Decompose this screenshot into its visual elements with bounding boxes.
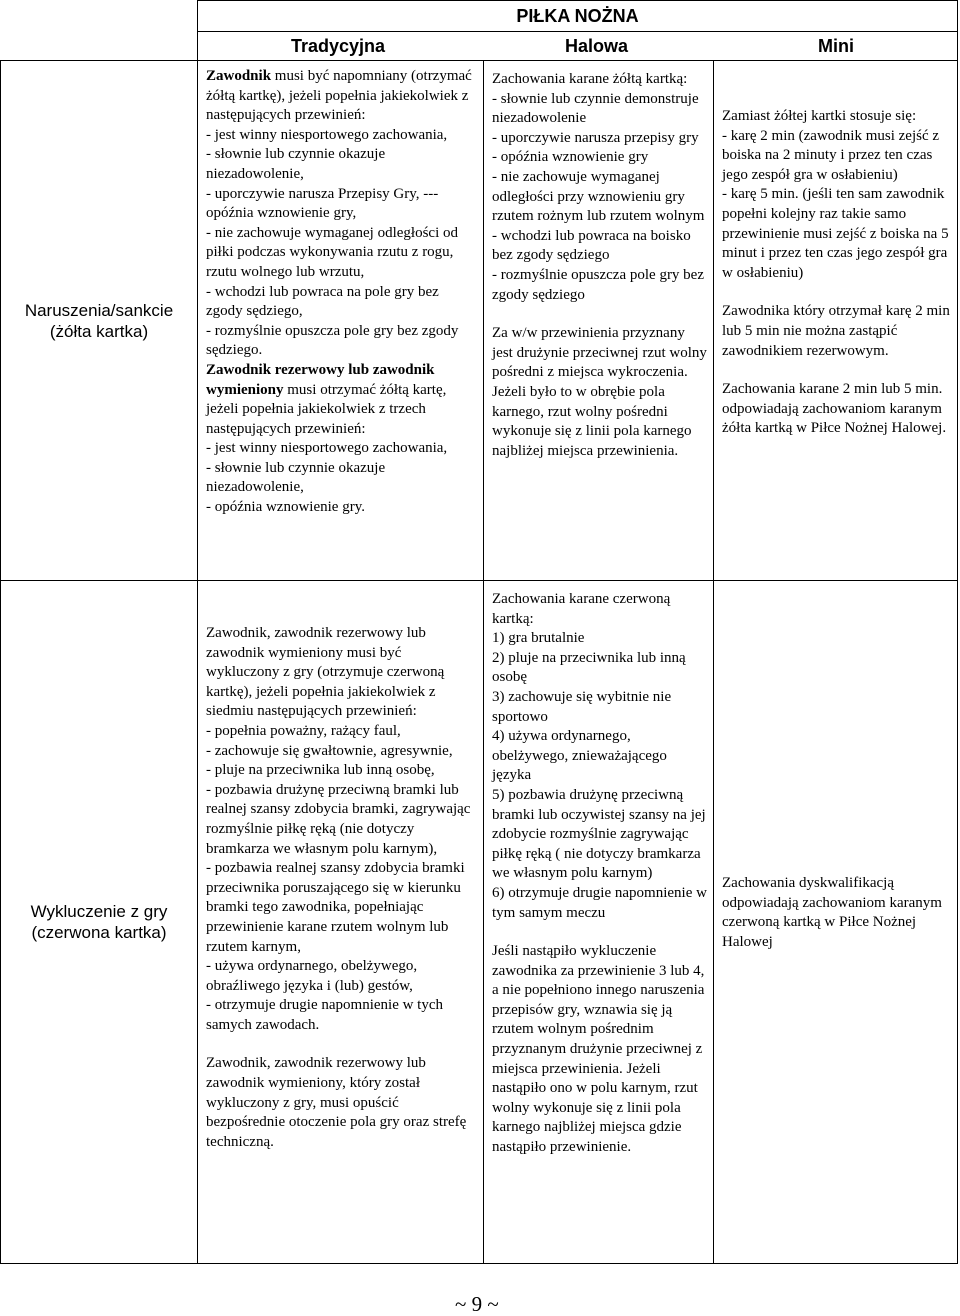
- paragraph: [206, 67, 477, 126]
- text: musi otrzymać żółtą kartę, jeżeli popełnia jakiekolwiek z trzech następujących przewinień:: [206, 381, 447, 437]
- list-item: - wchodzi lub powraca na pole gry bez zgody sędziego,: [206, 283, 439, 320]
- list-item: - rozmyślnie opuszcza pole gry bez zgody sędziego: [492, 266, 704, 303]
- paragraph: Za w/w przewinienia przyznany jest drużynie przeciwnej rzut wolny pośredni z miejsca wykroczenia. Jeżeli było to w obrębie pola karnego, rzut wolny pośredni wykonuje się z linii pola karnego najbliżej miejsca przewinienia.: [492, 325, 707, 459]
- corner-cell: [1, 1, 198, 61]
- list-item: - zachowuje się gwałtownie, agresywnie,: [206, 742, 453, 759]
- row-yellow-card: [1, 61, 958, 581]
- cell-mini-yellow: [714, 61, 958, 581]
- spacer: [206, 1035, 477, 1054]
- cell-halowa-yellow: [484, 61, 714, 581]
- spacer: [492, 923, 707, 942]
- row-red-card: [1, 581, 958, 1264]
- list-item: - karę 5 min. (jeśli ten sam zawodnik popełni kolejny raz takie samo przewinienie musi zejść z boiska na 5 minut i przez ten czas jego zespół gra w osłabieniu): [722, 186, 949, 281]
- list-item: - nie zachowuje wymaganej odległości przy wznowieniu gry rzutem rożnym lub rzutem wolnym: [492, 168, 705, 225]
- column-header-halowa: Halowa: [565, 36, 629, 56]
- cell-tradycyjna-yellow: [198, 61, 484, 581]
- row-label-line: Naruszenia/sankcie: [24, 300, 174, 320]
- column-headers: [198, 32, 958, 61]
- list-item: - opóźnia wznowienie gry: [492, 149, 649, 166]
- cell-halowa-red: [484, 581, 714, 1264]
- list-item: 3) zachowuje się wybitnie nie sportowo: [492, 688, 672, 725]
- paragraph: Zamiast żółtej kartki stosuje się:: [722, 108, 917, 124]
- cell-tradycyjna-red: [198, 581, 484, 1264]
- column-header-mini: Mini: [818, 36, 854, 56]
- paragraph: Zawodnik, zawodnik rezerwowy lub zawodnik wymieniony musi być wykluczony z gry (otrzymuje czerwoną kartkę), jeżeli popełnia jakiekolwiek z siedmiu następujących przewinień:: [206, 625, 445, 720]
- text: musi być napomniany (otrzymać żółtą kartkę), jeżeli popełnia jakiekolwiek z następujących przewinień:: [206, 68, 472, 124]
- list-item: - popełnia poważny, rażący faul,: [206, 722, 401, 739]
- list-item: - używa ordynarnego, obelżywego, obraźliwego języka i (lub) gestów,: [206, 958, 418, 994]
- list-item: - słownie lub czynnie demonstruje niezadowolenie: [492, 90, 699, 127]
- list-item: - pozbawia drużynę przeciwną bramki lub realnej szansy zdobycia bramki, zagrywając rozmyślnie piłkę ręką (nie dotyczy bramkarza we własnym polu karnym),: [206, 781, 471, 857]
- list-item: - słownie lub czynnie okazuje niezadowolenie,: [206, 146, 386, 182]
- paragraph: Zawodnik, zawodnik rezerwowy lub zawodnik wymieniony, który został wykluczony z gry, musi opuścić bezpośrednie otoczenie pola gry oraz strefę techniczną.: [206, 1055, 467, 1150]
- paragraph: Zachowania karane 2 min lub 5 min. odpowiadają zachowaniom karanym żółta kartką w Piłce Nożnej Halowej.: [722, 381, 947, 437]
- list-item: 4) używa ordynarnego, obelżywego, znieważającego języka: [492, 728, 667, 784]
- paragraph: Zachowania dyskwalifikacją odpowiadają zachowaniom karanym czerwoną kartką w Piłce Nożnej Halowej: [722, 875, 942, 950]
- header-row-title: [1, 1, 958, 32]
- bold-lead: Zawodnik: [206, 68, 272, 84]
- bold-lead: Zawodnik rezerwowy lub zawodnik wymieniony: [206, 361, 435, 398]
- paragraph: Zachowania karane czerwoną kartką:: [492, 591, 671, 627]
- list-item: - karę 2 min (zawodnik musi zejść z boiska na 2 minuty i przez ten czas jego zespół gra w osłabieniu): [722, 127, 940, 183]
- paragraph: Jeśli nastąpiło wykluczenie zawodnika za przewinienie 3 lub 4, a nie popełniono innego naruszenia przepisów gry, wznawia się ją rzutem wolnym pośrednim przyznanym drużynie przeciwnej z miejsca przewinienia. Jeżeli nastąpiło ono w polu karnym, rzut wolny wykonuje się z linii pola karnego najbliżej miejsca gdzie nastąpiło przewinienie.: [492, 943, 705, 1156]
- cell-mini-red: [714, 581, 958, 1264]
- list-item: 5) pozbawia drużynę przeciwną bramki lub oczywistej szansy na jej zdobycie rozmyślnie zagrywając piłkę ręką ( nie dotyczy bramkarza we własnym polu karnym): [492, 786, 706, 882]
- row-label-red-card: [1, 581, 198, 1264]
- list-item: - opóźnia wznowienie gry.: [206, 499, 365, 516]
- row-label-yellow-card: [1, 61, 198, 581]
- spacer: [722, 283, 951, 302]
- spacer: [722, 361, 951, 380]
- list-item: 1) gra brutalnie: [492, 630, 585, 647]
- list-item: - pluje na przeciwnika lub inną osobę,: [206, 762, 435, 779]
- list-item: - uporczywie narusza Przepisy Gry, ---: [206, 185, 439, 202]
- list-item: - rozmyślnie opuszcza pole gry bez zgody sędziego.: [206, 322, 459, 359]
- row-label-line: (żółta kartka): [49, 321, 149, 341]
- column-header-tradycyjna: Tradycyjna: [291, 36, 386, 56]
- paragraph: Zachowania karane żółtą kartką:: [492, 71, 688, 87]
- list-item: - otrzymuje drugie napomnienie w tych samych zawodach.: [206, 997, 444, 1033]
- list-item: - wchodzi lub powraca na boisko bez zgody sędziego: [492, 227, 691, 264]
- list-item: - pozbawia realnej szansy zdobycia bramki przeciwnika poruszającego się w kierunku bramki tego zawodnika, popełniając przewinienie karane rzutem wolnym lub rzutem karnym,: [206, 860, 465, 955]
- list-item: opóźnia wznowienie gry,: [206, 205, 357, 222]
- page-number-text: ~ 9 ~: [455, 1292, 499, 1316]
- list-item: 2) pluje na przeciwnika lub inną osobę: [492, 649, 686, 686]
- paragraph: Zawodnika który otrzymał karę 2 min lub 5 min nie można zastąpić zawodnikiem rezerwowym.: [722, 303, 950, 359]
- list-item: - jest winny niesportowego zachowania,: [206, 440, 448, 457]
- list-item: - uporczywie narusza przepisy gry: [492, 129, 699, 146]
- row-label-line: Wykluczenie z gry: [30, 902, 168, 921]
- list-item: 6) otrzymuje drugie napomnienie w tym samym meczu: [492, 884, 707, 921]
- row-label-line: (czerwona kartka): [31, 923, 167, 942]
- list-item: - nie zachowuje wymaganej odległości od piłki podczas wykonywania rzutu z rogu, rzutu wolnego lub wrzutu,: [206, 224, 458, 280]
- list-item: - jest winny niesportowego zachowania,: [206, 126, 448, 143]
- sport-title: PIŁKA NOŻNA: [198, 1, 958, 32]
- spacer: [492, 305, 707, 324]
- list-item: - słownie lub czynnie okazuje niezadowolenie,: [206, 459, 386, 496]
- paragraph: [206, 361, 477, 439]
